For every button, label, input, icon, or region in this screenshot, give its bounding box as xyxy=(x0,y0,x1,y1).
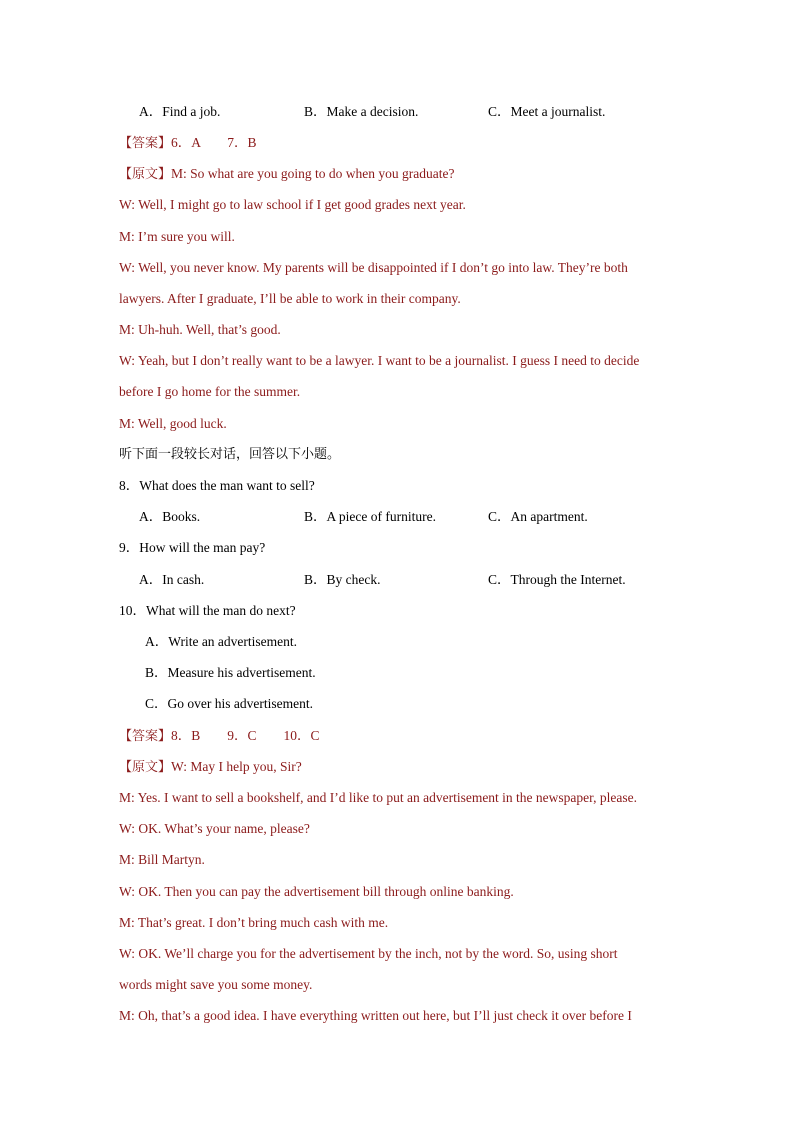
transcript-line: M: I’m sure you will. xyxy=(119,229,235,244)
q9-option-c: C．Through the Internet. xyxy=(488,572,626,587)
q7-option-a: A．Find a job. xyxy=(139,104,221,119)
section-instruction: 听下面一段较长对话，回答以下小题。 xyxy=(119,447,341,462)
q10-option-a: A．Write an advertisement. xyxy=(145,634,298,649)
answer-line-2 xyxy=(119,727,320,745)
q10-option-b: B．Measure his advertisement. xyxy=(145,665,316,680)
answer-tag: 【答案】 xyxy=(119,136,172,151)
q8-option-a: A．Books. xyxy=(139,509,201,524)
transcript-line: W: OK. What’s your name, please? xyxy=(119,821,310,836)
question-9: 9．How will the man pay? xyxy=(119,540,266,555)
transcript-line: M: Well, good luck. xyxy=(119,416,227,431)
q7-option-c: C．Meet a journalist. xyxy=(488,104,606,119)
transcript-line: M: Uh-huh. Well, that’s good. xyxy=(119,322,281,337)
q8-option-c: C．An apartment. xyxy=(488,509,588,524)
q9-option-a: A．In cash. xyxy=(139,572,205,587)
answer-tag: 【答案】 xyxy=(119,729,172,744)
transcript-line xyxy=(119,165,454,183)
transcript-line: words might save you some money. xyxy=(119,977,313,992)
transcript-line: M: Oh, that’s a good idea. I have everything written out here, but I’ll just check it over before I xyxy=(119,1008,632,1023)
transcript-line: M: Yes. I want to sell a bookshelf, and I’d like to put an advertisement in the newspaper, please. xyxy=(119,790,637,805)
q7-option-b: B．Make a decision. xyxy=(304,104,419,119)
transcript-line: W: OK. Then you can pay the advertisement bill through online banking. xyxy=(119,884,514,899)
transcript-line: M: That’s great. I don’t bring much cash with me. xyxy=(119,915,389,930)
transcript-line xyxy=(119,758,302,776)
question-10: 10．What will the man do next? xyxy=(119,603,296,618)
transcript-line: W: Well, you never know. My parents will be disappointed if I don’t go into law. They’re both xyxy=(119,260,628,275)
q10-option-c: C．Go over his advertisement. xyxy=(145,696,313,711)
transcript-tag: 【原文】 xyxy=(119,760,172,775)
transcript-line: M: Bill Martyn. xyxy=(119,852,205,867)
transcript-text: W: May I help you, Sir? xyxy=(171,759,302,774)
q9-option-b: B．By check. xyxy=(304,572,381,587)
transcript-text: M: So what are you going to do when you graduate? xyxy=(171,166,455,181)
transcript-line: W: OK. We’ll charge you for the advertisement by the inch, not by the word. So, using short xyxy=(119,946,618,961)
transcript-line: before I go home for the summer. xyxy=(119,384,301,399)
question-8: 8．What does the man want to sell? xyxy=(119,478,315,493)
transcript-line: W: Yeah, but I don’t really want to be a lawyer. I want to be a journalist. I guess I need to decide xyxy=(119,353,640,368)
transcript-tag: 【原文】 xyxy=(119,167,172,182)
answer-text: 6．A 7．B xyxy=(171,135,257,150)
answer-text: 8．B 9．C 10．C xyxy=(171,728,320,743)
transcript-line: lawyers. After I graduate, I’ll be able to work in their company. xyxy=(119,291,461,306)
transcript-line: W: Well, I might go to law school if I get good grades next year. xyxy=(119,197,466,212)
q8-option-b: B．A piece of furniture. xyxy=(304,509,436,524)
answer-line-1 xyxy=(119,134,257,152)
